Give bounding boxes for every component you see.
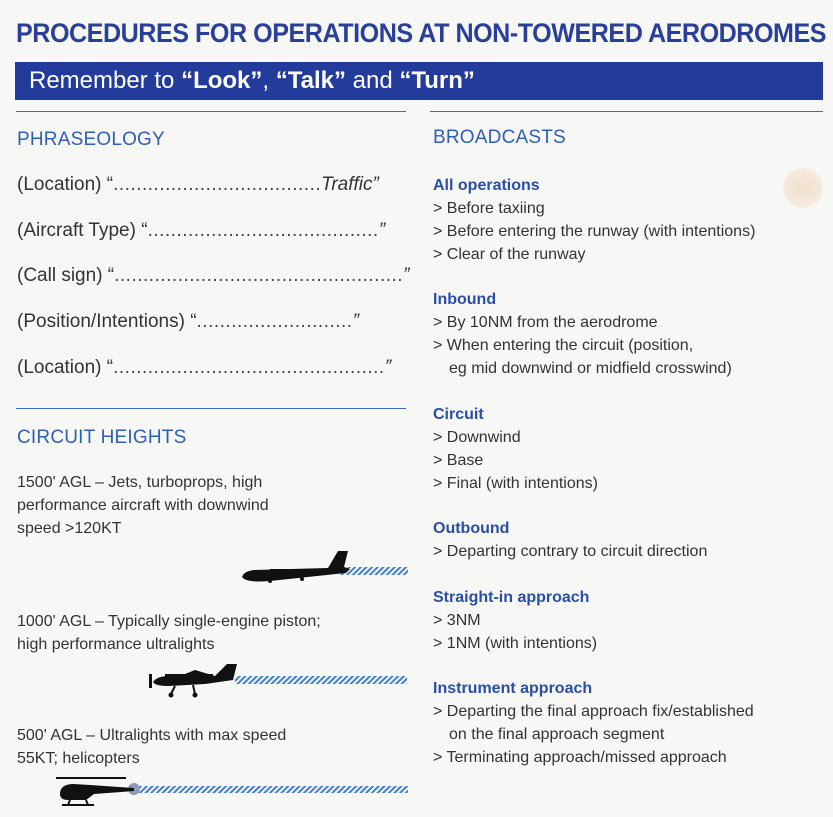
- phraseology-line: (Position/Intentions) “...........................”: [17, 311, 359, 332]
- circuit-height-500: 500' AGL – Ultralights with max speed 55KT; helicopters: [17, 727, 287, 767]
- page-title: PROCEDURES FOR OPERATIONS AT NON-TOWERED AERODROMES: [16, 18, 827, 48]
- divider: [16, 408, 406, 409]
- banner-look: “Look”: [181, 67, 263, 94]
- banner-prefix: Remember to: [29, 67, 182, 94]
- phraseology-line: (Call sign) “..................................................”: [17, 265, 410, 286]
- banner-sep: and: [345, 67, 400, 94]
- broadcast-group-all-operations: All operations > Before taxiing > Before entering the runway (with intentions) > Clear of the runway: [433, 177, 756, 263]
- broadcast-group-instrument: Instrument approach > Departing the final approach fix/established on the final approach segment > Terminating approach/missed approach: [433, 680, 754, 766]
- banner-sep: ,: [262, 67, 276, 94]
- circuit-height-1500: 1500' AGL – Jets, turboprops, high performance aircraft with downwind speed >120KT: [17, 474, 269, 537]
- phraseology-heading: PHRASEOLOGY: [17, 129, 165, 150]
- broadcast-group-straight-in: Straight-in approach > 3NM > 1NM (with intentions): [433, 589, 598, 652]
- phraseology-line: (Aircraft Type) “........................................”: [17, 220, 386, 241]
- broadcast-group-inbound: Inbound > By 10NM from the aerodrome > When entering the circuit (position, eg mid downwind or midfield crosswind): [433, 291, 732, 377]
- circuit-height-1000: 1000' AGL – Typically single-engine piston; high performance ultralights: [17, 613, 321, 653]
- banner-talk: “Talk”: [275, 67, 346, 94]
- banner-turn: “Turn”: [399, 67, 475, 94]
- divider: [430, 111, 823, 112]
- helicopter-icon: [50, 774, 410, 810]
- phraseology-line: (Location) “....................................Traffic”: [17, 174, 379, 195]
- light-aircraft-icon: [145, 662, 410, 702]
- phraseology-line: (Location) “...............................................”: [17, 357, 392, 378]
- reminder-banner: [15, 62, 823, 100]
- circuit-heights-heading: CIRCUIT HEIGHTS: [17, 427, 187, 448]
- broadcast-group-circuit: Circuit > Downwind > Base > Final (with intentions): [433, 406, 598, 492]
- broadcasts-heading: BROADCASTS: [433, 127, 566, 148]
- turboprop-icon: [240, 545, 410, 585]
- broadcast-group-outbound: Outbound > Departing contrary to circuit direction: [433, 520, 708, 560]
- divider: [16, 111, 406, 112]
